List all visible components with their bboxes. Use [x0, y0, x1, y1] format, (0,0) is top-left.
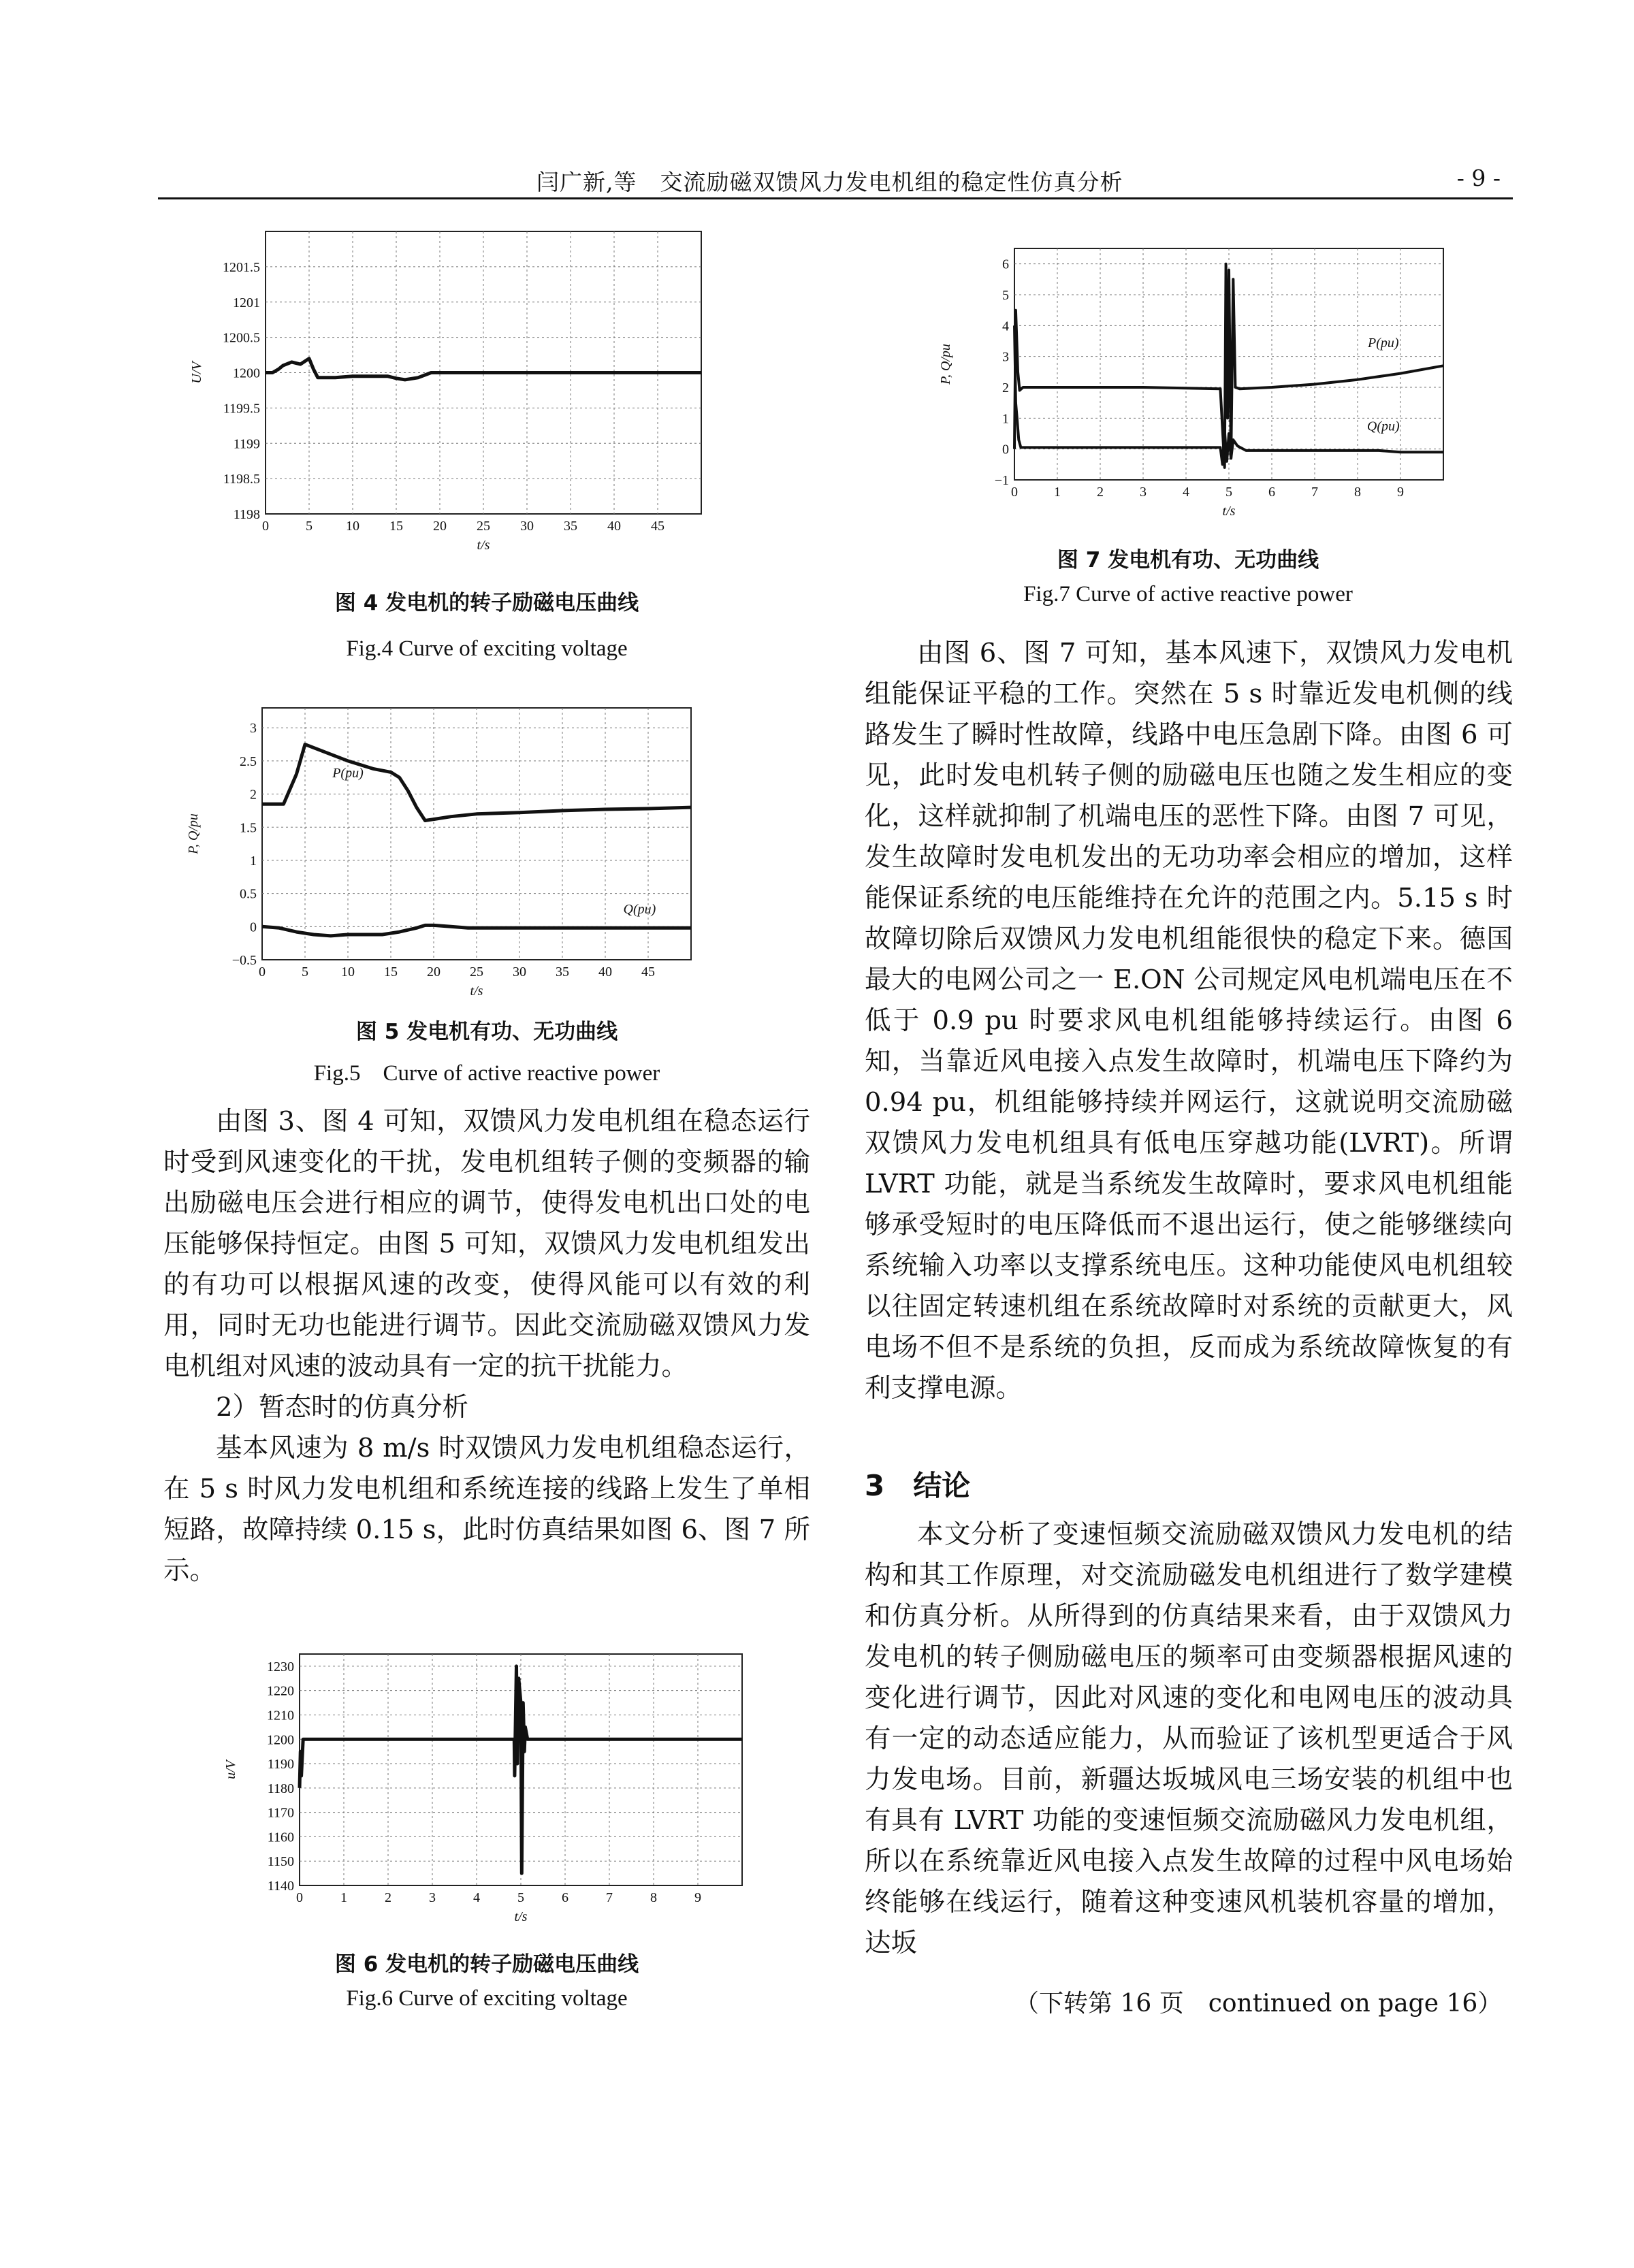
- fig5-series-label: P(pu): [332, 766, 364, 781]
- fig7-y-tick-label: 2: [1002, 380, 1009, 395]
- left-subheading: 2）暂态时的仿真分析: [216, 1392, 468, 1423]
- page-number: - 9 -: [1456, 165, 1501, 191]
- fig6-x-tick-label: 7: [606, 1890, 613, 1905]
- fig5-x-tick-label: 10: [341, 965, 355, 979]
- fig7-y-tick-label: 1: [1002, 411, 1009, 427]
- fig6-y-tick-label: 1230: [267, 1659, 294, 1674]
- fig7-x-tick-label: 5: [1226, 485, 1232, 500]
- fig6-x-tick-label: 6: [562, 1890, 568, 1905]
- fig4-x-tick-label: 45: [651, 519, 664, 534]
- fig7-y-tick-label: 3: [1002, 349, 1009, 365]
- fig7-x-tick-label: 6: [1268, 485, 1275, 500]
- fig7-x-tick-label: 7: [1311, 485, 1318, 500]
- fig7-y-tick-label: 6: [1002, 257, 1009, 272]
- figure-6: [197, 1647, 763, 1933]
- fig7-series-label: Q(pu): [1366, 419, 1400, 434]
- left-paragraph-2: 基本风速为 8 m/s 时双馈风力发电机组稳态运行，在 5 s 时风力发电机组和系统连接的线路上发生了单相短路，故障持续 0.15 s，此时仿真结果如图 6、图 7 所示。: [163, 1433, 810, 1586]
- figure-5: [163, 701, 708, 1014]
- fig4-caption-cn: 图 4 发电机的转子励磁电压曲线: [334, 591, 639, 615]
- fig4-x-tick-label: 20: [433, 519, 447, 534]
- fig4-y-tick-label: 1200.5: [223, 330, 260, 346]
- fig6-y-tick-label: 1170: [267, 1805, 294, 1821]
- fig7-x-tick-label: 4: [1183, 485, 1189, 500]
- fig5-chart: [163, 701, 708, 1014]
- fig4-x-tick-label: 30: [520, 519, 534, 534]
- fig7-x-tick-label: 1: [1054, 485, 1061, 500]
- fig6-x-tick-label: 5: [517, 1890, 524, 1905]
- section-heading-conclusion: 3 结论: [865, 1469, 971, 1502]
- fig7-x-tick-label: 8: [1354, 485, 1361, 500]
- fig5-x-tick-label: 5: [302, 965, 308, 979]
- fig5-caption-cn: 图 5 发电机有功、无功曲线: [355, 1020, 618, 1044]
- fig4-y-tick-label: 1201: [233, 295, 260, 310]
- fig6-y-tick-label: 1140: [267, 1879, 294, 1894]
- fig6-x-tick-label: 8: [650, 1890, 657, 1905]
- running-title: 闫广新,等 交流励磁双馈风力发电机组的稳定性仿真分析: [536, 169, 1123, 195]
- left-paragraph-1: 由图 3、图 4 可知，双馈风力发电机组在稳态运行时受到风速变化的干扰，发电机组转子侧的变频器的输出励磁电压会进行相应的调节，使得发电机出口处的电压能够保持恒定。由图 5 可知，双馈风力发电机组发出的有功可以根据风速的改变，使得风能可以有效的利用，同时无功也能进行调节。因此交流励磁双馈风力发电机组对风速的波动具有一定的抗干扰能力。: [163, 1106, 810, 1382]
- fig6-y-tick-label: 1190: [267, 1757, 294, 1772]
- fig4-x-tick-label: 35: [564, 519, 577, 534]
- fig4-x-tick-label: 10: [346, 519, 359, 534]
- fig7-chart: [926, 242, 1457, 534]
- fig4-y-tick-label: 1201.5: [223, 259, 260, 275]
- fig6-x-tick-label: 4: [473, 1890, 480, 1905]
- figure-4: [163, 225, 715, 565]
- fig7-x-tick-label: 0: [1011, 485, 1018, 500]
- fig5-x-tick-label: 25: [470, 965, 483, 979]
- fig6-x-tick-label: 3: [429, 1890, 436, 1905]
- fig4-y-tick-label: 1200: [233, 366, 260, 381]
- fig7-y-tick-label: 0: [1002, 442, 1009, 457]
- fig5-x-tick-label: 0: [259, 965, 266, 979]
- fig5-y-tick-label: 1.5: [240, 820, 257, 836]
- fig6-y-tick-label: 1210: [267, 1708, 294, 1723]
- fig5-y-tick-label: 2.5: [240, 754, 257, 769]
- fig5-series-label: Q(pu): [623, 901, 656, 917]
- fig4-x-tick-label: 15: [389, 519, 403, 534]
- fig5-y-axis-label: P, Q/pu: [186, 813, 201, 854]
- fig4-y-tick-label: 1199: [233, 436, 260, 452]
- fig6-y-axis-label: u/V: [223, 1760, 238, 1779]
- fig4-x-tick-label: 5: [306, 519, 313, 534]
- fig4-x-tick-label: 40: [607, 519, 621, 534]
- fig6-x-tick-label: 1: [340, 1890, 347, 1905]
- fig5-x-tick-label: 45: [641, 965, 655, 979]
- fig7-y-axis-label: P, Q/pu: [938, 344, 953, 385]
- fig7-y-tick-label: −1: [994, 473, 1009, 488]
- fig4-x-tick-label: 25: [477, 519, 490, 534]
- fig5-x-tick-label: 40: [598, 965, 612, 979]
- fig4-y-tick-label: 1198: [233, 507, 260, 522]
- fig6-y-tick-label: 1150: [267, 1854, 294, 1870]
- fig7-x-tick-label: 3: [1140, 485, 1147, 500]
- fig4-x-axis-label: t/s: [477, 538, 490, 553]
- continued-note: （下转第 16 页 continued on page 16）: [1014, 1990, 1503, 2018]
- fig4-y-tick-label: 1198.5: [223, 472, 260, 487]
- fig7-y-tick-label: 4: [1002, 319, 1009, 334]
- fig7-x-tick-label: 2: [1097, 485, 1104, 500]
- fig5-y-tick-label: 1: [250, 853, 257, 869]
- fig5-y-tick-label: 3: [250, 721, 257, 736]
- fig7-x-tick-label: 9: [1397, 485, 1404, 500]
- fig5-y-tick-label: 0.5: [240, 886, 257, 902]
- header-rule: [158, 197, 1513, 199]
- right-text-2: [865, 1514, 1513, 1964]
- right-paragraph-2: 本文分析了变速恒频交流励磁双馈风力发电机的结构和其工作原理，对交流励磁发电机组进行了数学建模和仿真分析。从所得到的仿真结果来看，由于双馈风力发电机的转子侧励磁电压的频率可由变频器根据风速的变化进行调节，因此对风速的变化和电网电压的波动具有一定的动态适应能力，从而验证了该机型更适合于风力发电场。目前，新疆达坂城风电三场安装的机组中也有具有 LVRT 功能的变速恒频交流励磁风力发电机组，所以在系统靠近风电接入点发生故障的过程中风电场始终能够在线运行，随着这种变速风机装机容量的增加，达坂: [865, 1519, 1513, 1958]
- fig7-series-label: P(pu): [1368, 336, 1399, 351]
- fig5-y-tick-label: −0.5: [231, 953, 257, 968]
- running-header: [158, 162, 1513, 200]
- fig6-x-tick-label: 0: [296, 1890, 303, 1905]
- fig5-x-tick-label: 35: [556, 965, 569, 979]
- fig5-y-tick-label: 0: [250, 920, 257, 935]
- fig6-y-tick-label: 1160: [267, 1830, 294, 1845]
- fig5-x-tick-label: 15: [384, 965, 398, 979]
- fig7-caption-en: Fig.7 Curve of active reactive power: [1023, 582, 1353, 606]
- fig7-y-tick-label: 5: [1002, 288, 1009, 303]
- fig6-x-axis-label: t/s: [514, 1909, 528, 1924]
- fig4-caption-en: Fig.4 Curve of exciting voltage: [346, 636, 628, 661]
- right-paragraph-1: 由图 6、图 7 可知，基本风速下，双馈风力发电机组能保证平稳的工作。突然在 5 s 时靠近发电机侧的线路发生了瞬时性故障，线路中电压急剧下降。由图 6 可见，此时发电机转子侧的励磁电压也随之发生相应的变化，这样就抑制了机端电压的恶性下降。由图 7 可见，发生故障时发电机发出的无功功率会相应的增加，这样能保证系统的电压能维持在允许的范围之内。5.15 s 时故障切除后双馈风力发电机组能很快的稳定下来。德国最大的电网公司之一 E.ON 公司规定风电机端电压在不低于 0.9 pu 时要求风电机组能够持续运行。由图 6 知，当靠近风电接入点发生故障时，机端电压下降约为 0.94 pu，机组能够持续并网运行，这就说明交流励磁双馈风力发电机组具有低电压穿越功能(LVRT)。所谓 LVRT 功能，就是当系统发生故障时，要求风电机组能够承受短时的电压降低而不退出运行，使之能够继续向系统输入功率以支撑系统电压。这种功能使风电机组较以往固定转速机组在系统故障时对系统的贡献更大，风电场不但不是系统的负担，反而成为系统故障恢复的有利支撑电源。: [865, 638, 1513, 1404]
- fig4-chart: [163, 225, 715, 565]
- fig4-y-tick-label: 1199.5: [223, 401, 260, 417]
- fig5-x-tick-label: 30: [513, 965, 526, 979]
- fig5-caption-en: Fig.5 Curve of active reactive power: [313, 1061, 660, 1086]
- fig6-x-tick-label: 2: [385, 1890, 391, 1905]
- fig6-y-tick-label: 1220: [267, 1683, 294, 1699]
- right-text: [865, 633, 1513, 1409]
- fig5-y-tick-label: 2: [250, 787, 257, 803]
- fig4-y-axis-label: U/V: [189, 361, 204, 384]
- fig7-x-axis-label: t/s: [1222, 504, 1236, 519]
- fig6-caption-cn: 图 6 发电机的转子励磁电压曲线: [334, 1952, 639, 1977]
- fig6-caption-en: Fig.6 Curve of exciting voltage: [346, 1986, 628, 2011]
- fig7-caption-cn: 图 7 发电机有功、无功曲线: [1057, 548, 1319, 572]
- figure-7: [926, 242, 1457, 534]
- left-text: [163, 1101, 810, 1591]
- fig5-x-axis-label: t/s: [470, 984, 483, 999]
- fig6-y-tick-label: 1180: [267, 1781, 294, 1796]
- fig6-chart: [197, 1647, 763, 1933]
- fig4-x-tick-label: 0: [262, 519, 269, 534]
- fig5-x-tick-label: 20: [427, 965, 440, 979]
- fig6-x-tick-label: 9: [694, 1890, 701, 1905]
- fig6-y-tick-label: 1200: [267, 1732, 294, 1748]
